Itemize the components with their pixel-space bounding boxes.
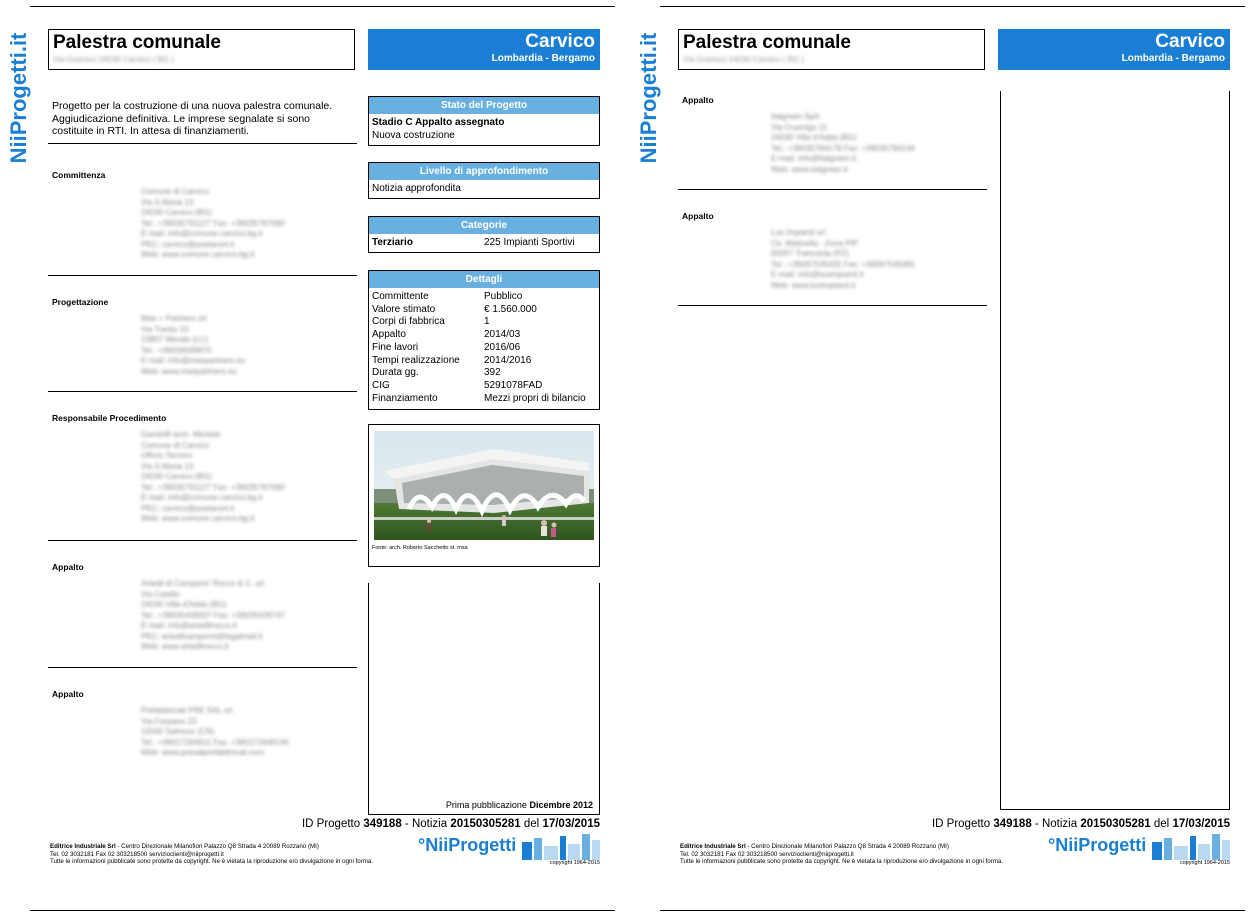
skyline-icon bbox=[522, 834, 600, 860]
skyline-icon bbox=[1152, 834, 1230, 860]
committenza-details: Comune di Carvico Via S.Maria 13 24030 Carvico (BG) Tel.: +39035791127 Fax: +39035797080 E-mail: info@comune.carvico.bg.it PEC: carvico@postacert.it Web: www.comune.carvico.bg.it bbox=[141, 187, 285, 259]
first-publication: Prima pubblicazione Dicembre 2012 bbox=[445, 800, 593, 810]
stato-type: Nuova costruzione bbox=[372, 129, 455, 141]
section-title-appalto: Appalto bbox=[52, 689, 84, 699]
livello-box bbox=[368, 162, 600, 199]
stato-box bbox=[368, 96, 600, 146]
notes-box bbox=[368, 583, 600, 815]
divider bbox=[48, 667, 357, 668]
dettagli-box bbox=[368, 270, 600, 410]
dettagli-row: Corpi di fabbrica 1 bbox=[372, 316, 490, 328]
dettagli-row: Appalto 2014/03 bbox=[372, 329, 521, 341]
section-title-appalto: Appalto bbox=[682, 211, 714, 221]
dettagli-header: Dettagli bbox=[369, 271, 599, 288]
top-rule bbox=[30, 6, 615, 7]
dettagli-row: Fine lavori 2016/06 bbox=[372, 341, 521, 353]
region-name: Lombardia - Bergamo bbox=[1121, 53, 1225, 64]
section-title-appalto: Appalto bbox=[682, 95, 714, 105]
footer-logo-text: °NiiProgetti bbox=[1048, 835, 1147, 855]
project-photo-box bbox=[368, 424, 600, 567]
dettagli-row: Durata gg. 392 bbox=[372, 367, 501, 379]
city-name: Carvico bbox=[525, 31, 595, 52]
vertical-logo: NiiProgetti.it bbox=[636, 32, 661, 163]
stato-header: Stato del Progetto bbox=[369, 97, 599, 114]
footer-logo bbox=[1048, 834, 1230, 864]
section-title-appalto: Appalto bbox=[52, 562, 84, 572]
project-description: Progetto per la costruzione di una nuova palestra comunale. Aggiudicazione definitiva. Le imprese segnalate si sono costituite in RTI. In attesa di finanziamenti. bbox=[52, 100, 333, 137]
city-box bbox=[998, 29, 1230, 70]
project-photo bbox=[374, 431, 594, 540]
city-box bbox=[368, 29, 600, 70]
copyright: copyright 1964-2015 bbox=[1179, 860, 1230, 866]
project-address: Via Gramsci 24030 Carvico ( BG ) bbox=[53, 55, 174, 64]
appalto-details-2: Prefabbricati PRE SAL srl Via Fossano 23 12040 Salmour (CN) Tel.: +39017264911 Fax: +390172649140 Web: www.presalprefabbricati.com bbox=[141, 706, 289, 757]
categorie-box bbox=[368, 216, 600, 253]
copyright: copyright 1964-2015 bbox=[549, 860, 600, 866]
bottom-rule bbox=[30, 910, 615, 911]
appalto-details-4: Luo Impianti srl Ctr. Matinella - Zona PIP 65057 Tramutola (PZ) Tel.: +39097535432 Fax: +39097535481 E-mail: info@luoimpianti.it Web: www.luoimpianti.it bbox=[771, 228, 916, 290]
title-box bbox=[678, 29, 985, 70]
responsabile-details: Gandolfi arch. Michele Comune di Carvico Ufficio Tecnico Via S.Maria 13 24030 Carvico (BG) Tel.: +39035791127 Fax: +39035797080 E-mail: info@comune.carvico.bg.it PEC: carvico@postacert.it Web: www.comune.carvico.bg.it bbox=[141, 430, 285, 523]
divider bbox=[48, 143, 357, 144]
footer-logo-text: °NiiProgetti bbox=[418, 835, 517, 855]
top-rule bbox=[660, 6, 1245, 7]
project-title: Palestra comunale bbox=[53, 32, 221, 53]
divider bbox=[678, 305, 987, 306]
section-title-progettazione: Progettazione bbox=[52, 297, 109, 307]
notes-box bbox=[1000, 91, 1230, 810]
divider bbox=[48, 540, 357, 541]
stato-stage: Stadio C Appalto assegnato bbox=[372, 117, 505, 128]
appalto-details-1: Artedil di Camperni' Rocco & C. srl Via Catello 24030 Villa d'Adda (BG) Tel.: +39035439007 Fax: +39035439747 E-mail: info@artedilrocco.it PEC: artedilcamperni@legalmail.it Web: www.artedilrocco.it bbox=[141, 579, 286, 651]
dettagli-row: Finanziamento Mezzi propri di bilancio bbox=[372, 392, 586, 404]
footer-text: Editrice Industriale Srl - Centro Direzionale Milanofiori Palazzo Q8 Strada 4 20089 Rozzano (MI) Tel. 02 3032181 Fax 02 303218500 servizioclienti@niiprogetti.it Tutte le informazioni pubblicate sono protette da copyright. Ne è vietata la riproduzione e/o divulgazione in ogni forma. bbox=[680, 843, 1004, 866]
footer-logo bbox=[418, 834, 600, 864]
vertical-logo: NiiProgetti.it bbox=[6, 32, 31, 163]
categorie-value: 225 Impianti Sportivi bbox=[484, 237, 575, 248]
dettagli-row: Committente Pubblico bbox=[372, 291, 523, 302]
city-name: Carvico bbox=[1155, 31, 1225, 52]
bottom-rule bbox=[660, 910, 1245, 911]
project-address: Via Gramsci 24030 Carvico ( BG ) bbox=[683, 55, 804, 64]
divider bbox=[678, 189, 987, 190]
progettazione-details: Mae + Partners srl Via Trento 10 23807 Merate (LC) Tel.: +39039599870 E-mail: info@maepartners.eu Web: www.maepartners.eu bbox=[141, 314, 246, 376]
region-name: Lombardia - Bergamo bbox=[491, 53, 595, 64]
section-title-committenza: Committenza bbox=[52, 170, 106, 180]
dettagli-row: Valore stimato € 1.560.000 bbox=[372, 303, 537, 315]
id-line: ID Progetto 349188 - Notizia 20150305281 del 17/03/2015 bbox=[931, 818, 1230, 830]
photo-caption: Fonte: arch. Roberto Sacchetto st. msa bbox=[372, 545, 468, 551]
livello-header: Livello di approfondimento bbox=[369, 163, 599, 180]
section-title-responsabile: Responsabile Procedimento bbox=[52, 413, 167, 423]
categorie-header: Categorie bbox=[369, 217, 599, 234]
divider bbox=[48, 391, 357, 392]
appalto-details-3: Italgreen SpA Via Crusnigo 11 24030 Villa d'Adda (BG) Tel.: +39035784178 Fax: +39035784144 E-mail: info@italgreen.it Web: www.italgreen.it bbox=[771, 112, 916, 174]
footer-text: Editrice Industriale Srl - Centro Direzionale Milanofiori Palazzo Q8 Strada 4 20089 Rozzano (MI) Tel. 02 3032181 Fax 02 303218500 servizioclienti@niiprogetti.it Tutte le informazioni pubblicate sono protette da copyright. Ne è vietata la riproduzione e/o divulgazione in ogni forma. bbox=[50, 843, 374, 866]
livello-value: Notizia approfondita bbox=[372, 183, 461, 194]
dettagli-row: Tempi realizzazione 2014/2016 bbox=[372, 354, 532, 366]
divider bbox=[48, 275, 357, 276]
categorie-key: Terziario bbox=[372, 237, 413, 248]
id-line: ID Progetto 349188 - Notizia 20150305281 del 17/03/2015 bbox=[301, 818, 600, 830]
dettagli-row: CIG 5291078FAD bbox=[372, 379, 543, 391]
title-box bbox=[48, 29, 355, 70]
project-title: Palestra comunale bbox=[683, 32, 851, 53]
page-2 bbox=[630, 0, 1260, 912]
